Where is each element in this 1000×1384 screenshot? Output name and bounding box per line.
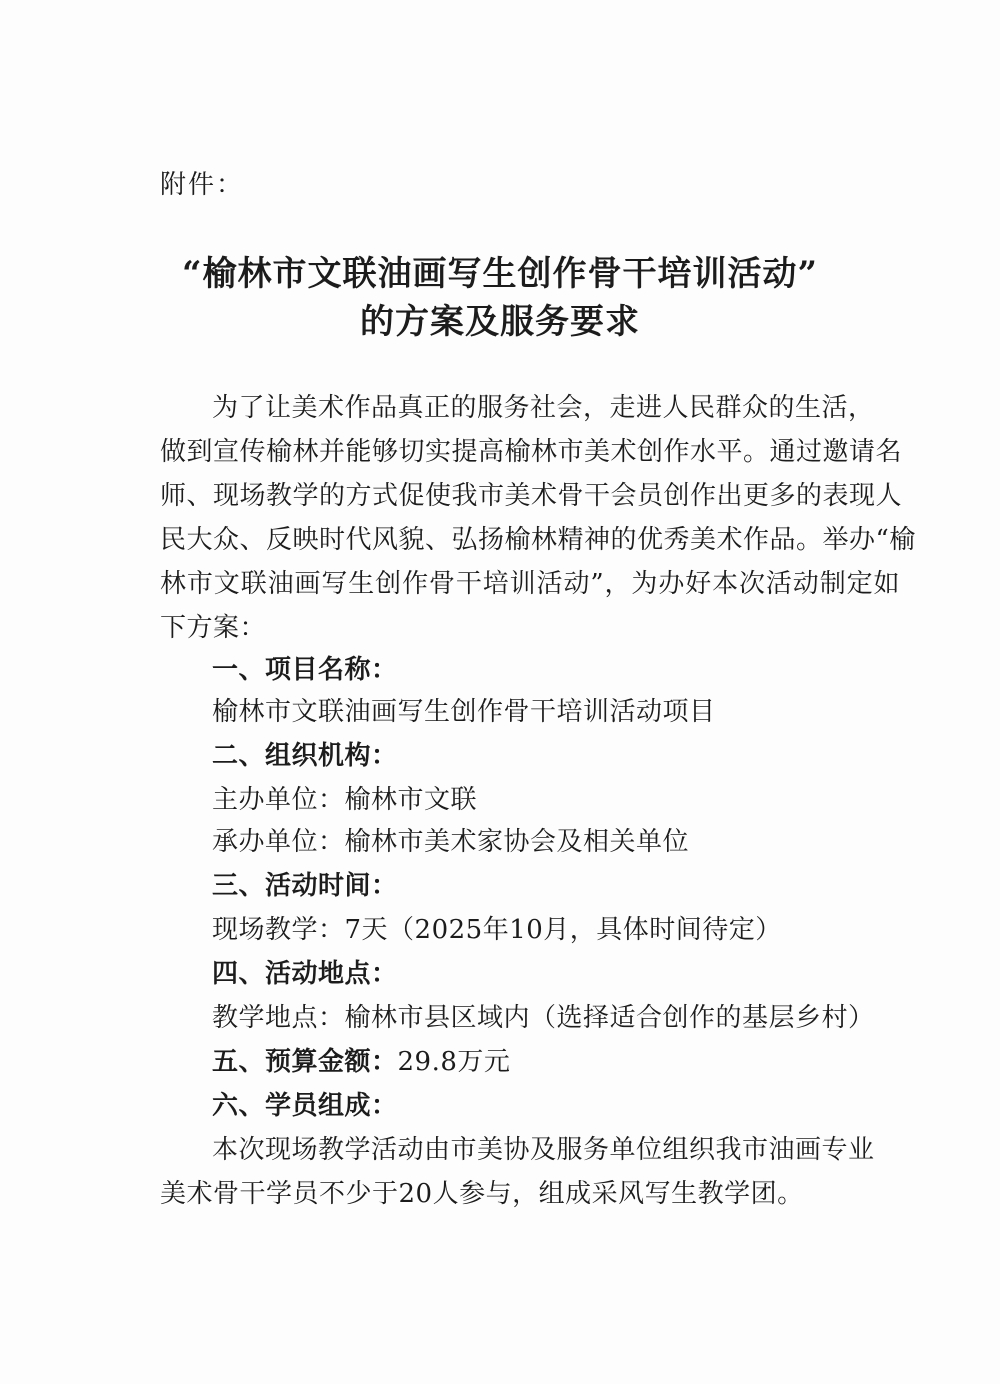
intro-line-2: 做到宣传榆林并能够切实提高榆林市美术创作水平。通过邀请名 — [160, 437, 903, 467]
intro-line-3: 师、现场教学的方式促使我市美术骨干会员创作出更多的表现人 — [160, 481, 903, 511]
attachment-label: 附件： — [160, 170, 245, 200]
section-4-text: 教学地点：榆林市县区域内（选择适合创作的基层乡村） — [212, 1003, 875, 1033]
section-6-heading: 六、学员组成： — [212, 1091, 398, 1121]
section-5-heading: 五、预算金额： — [212, 1047, 398, 1077]
title-line-1: “榆林市文联油画写生创作骨干培训活动” — [181, 254, 819, 294]
intro-line-1: 为了让美术作品真正的服务社会，走进人民群众的生活， — [212, 393, 875, 423]
intro-line-4: 民大众、反映时代风貌、弘扬榆林精神的优秀美术作品。举办“榆 — [160, 525, 916, 555]
section-6-line-1: 本次现场教学活动由市美协及服务单位组织我市油画专业 — [212, 1135, 875, 1165]
section-2-host: 主办单位：榆林市文联 — [212, 785, 478, 815]
section-4-heading: 四、活动地点： — [212, 959, 398, 989]
section-1-heading: 一、项目名称： — [212, 655, 398, 685]
section-5-row — [212, 1040, 902, 1084]
title-line-2: 的方案及服务要求 — [360, 302, 640, 342]
intro-line-5: 林市文联油画写生创作骨干培训活动”，为办好本次活动制定如 — [160, 569, 900, 599]
section-1-text: 榆林市文联油画写生创作骨干培训活动项目 — [212, 697, 716, 727]
section-6-line-2: 美术骨干学员不少于20人参与，组成采风写生教学团。 — [160, 1179, 804, 1209]
section-2-organizer: 承办单位：榆林市美术家协会及相关单位 — [212, 827, 690, 857]
section-5-value: 29.8万元 — [397, 1047, 511, 1077]
section-3-heading: 三、活动时间： — [212, 871, 398, 901]
section-3-text: 现场教学：7天（2025年10月，具体时间待定） — [212, 915, 782, 945]
section-2-heading: 二、组织机构： — [212, 741, 398, 771]
intro-line-6: 下方案： — [160, 613, 267, 643]
